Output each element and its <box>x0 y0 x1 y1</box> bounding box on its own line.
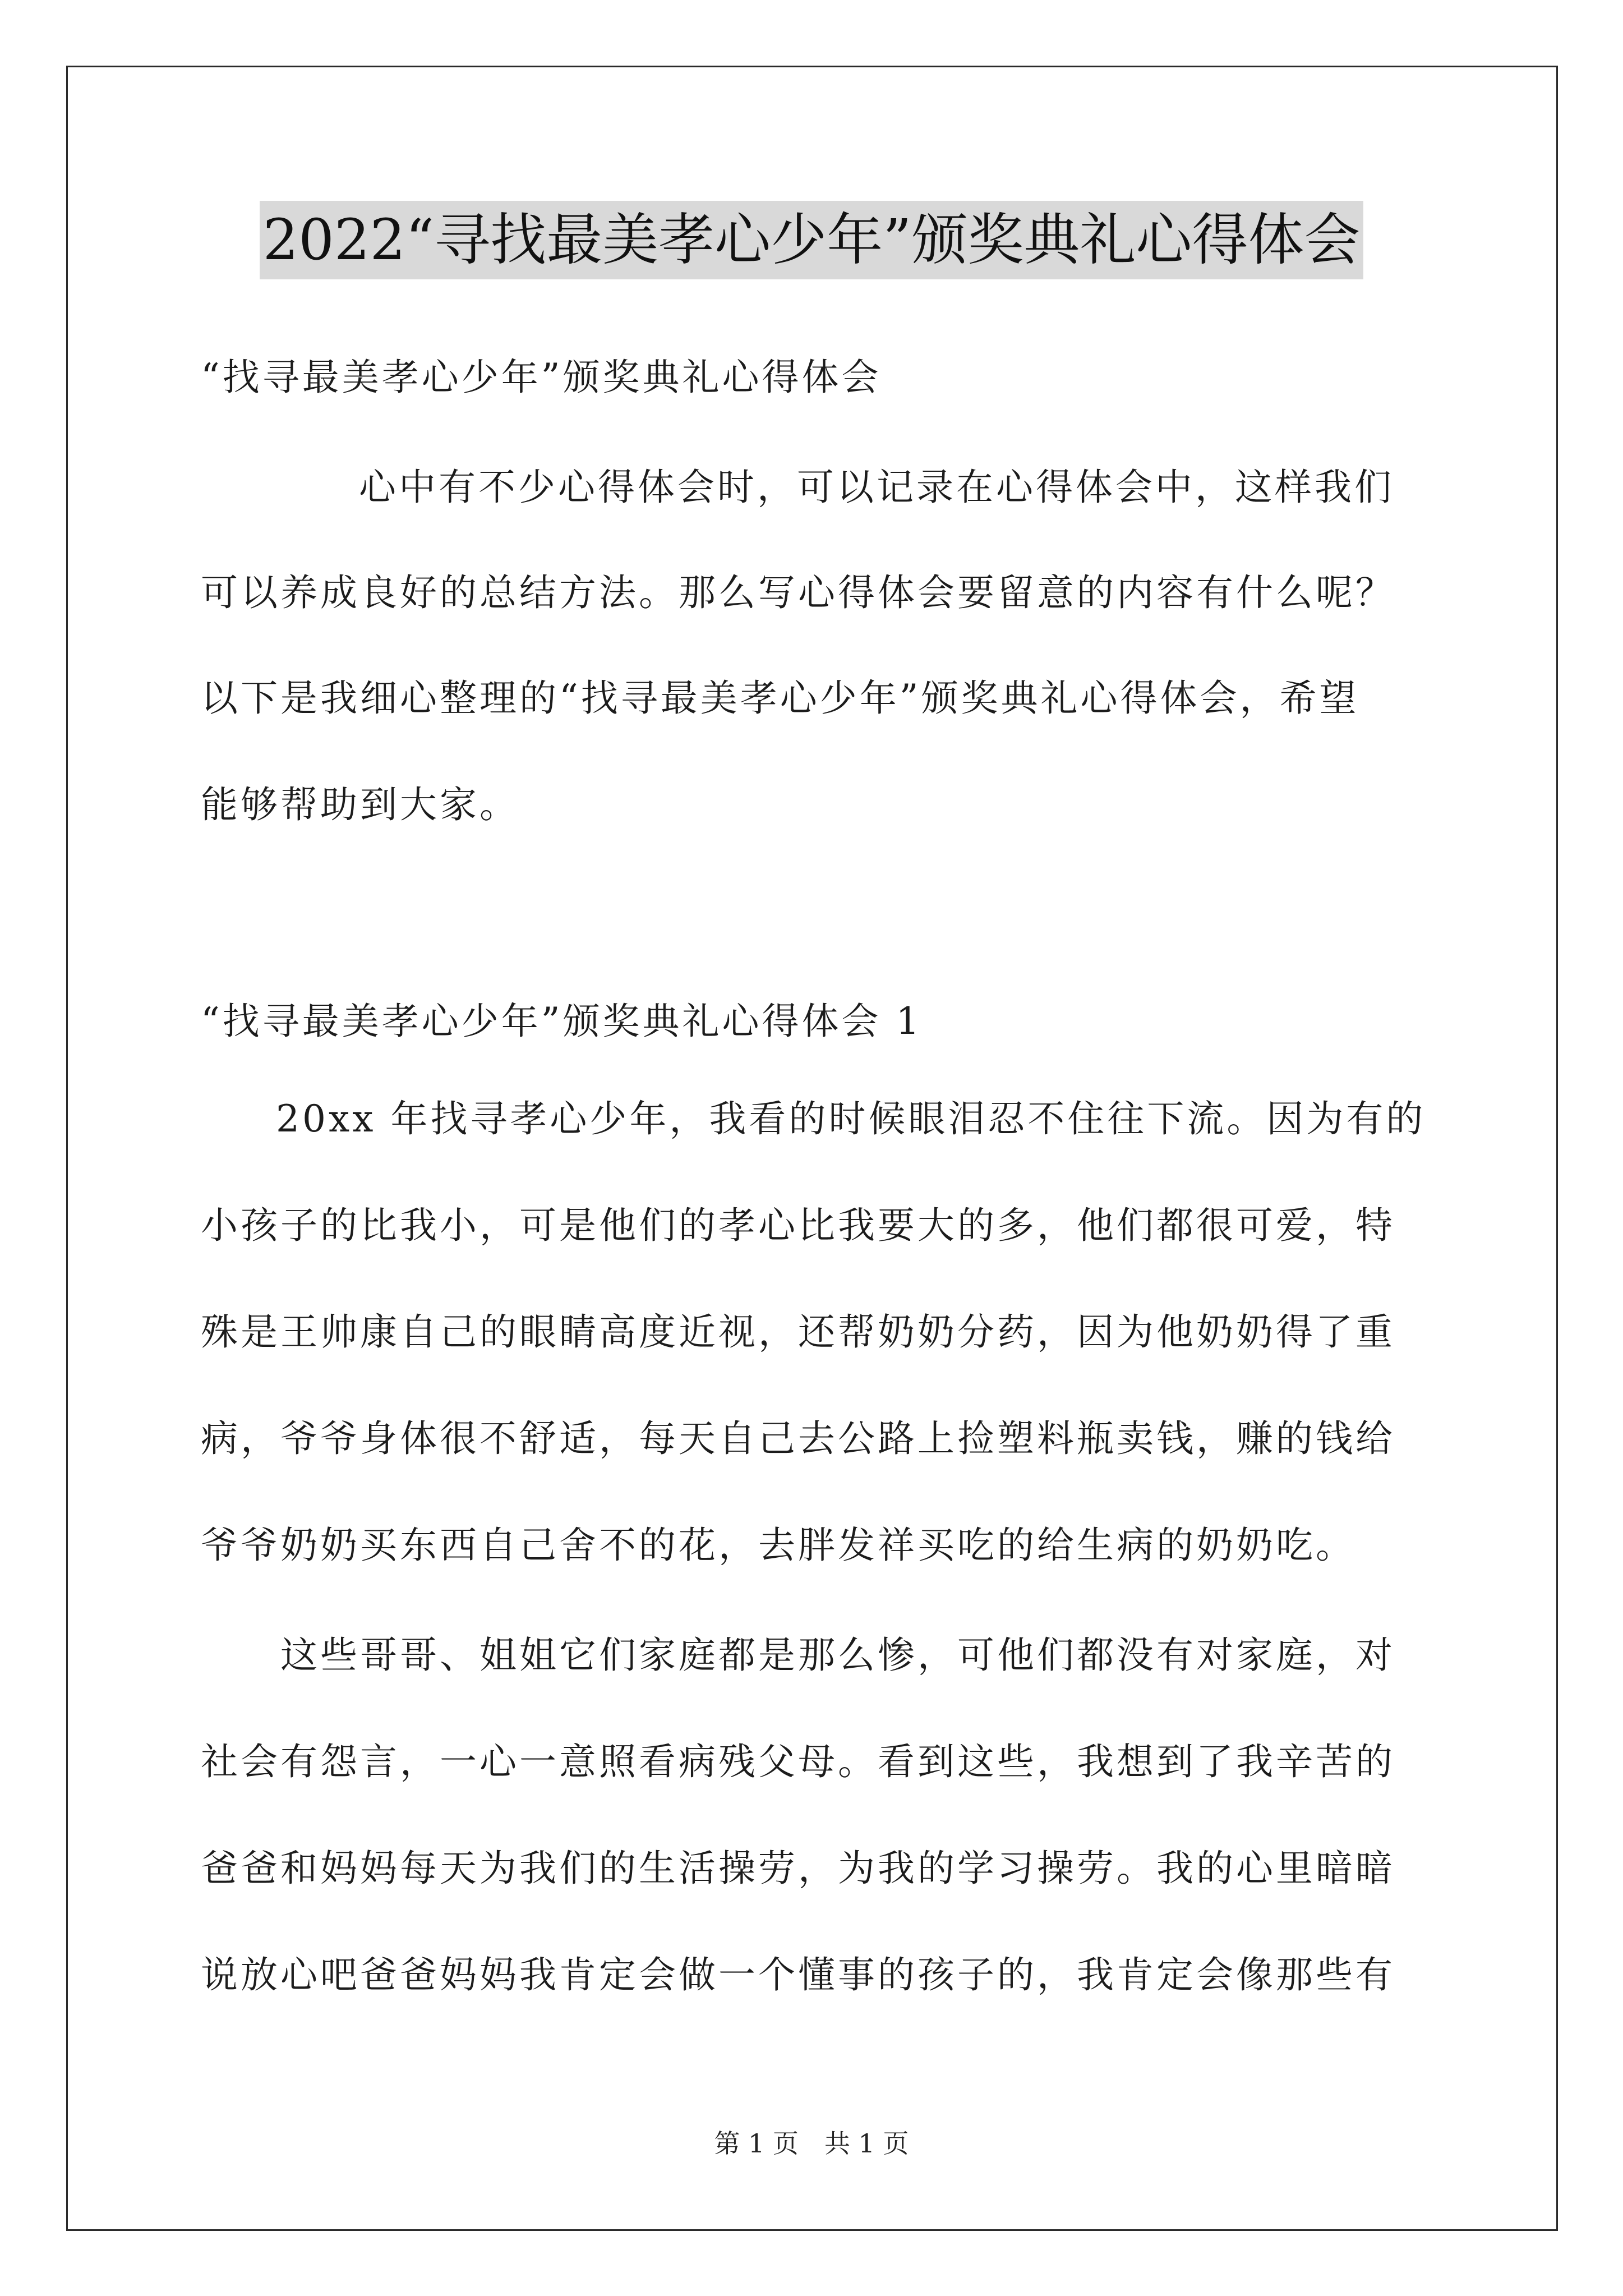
page-number-footer: 第 1 页 共 1 页 <box>714 2128 909 2159</box>
intro-line-1: 心中有不少心得体会时，可以记录在心得体会中，这样我们 <box>359 466 1394 509</box>
paragraph1-line-3: 殊是王帅康自己的眼睛高度近视，还帮奶奶分药，因为他奶奶得了重 <box>201 1310 1395 1354</box>
document-subtitle: “找寻最美孝心少年”颁奖典礼心得体会 <box>201 356 882 399</box>
title-container <box>0 201 1623 279</box>
paragraph2-line-2: 社会有怨言，一心一意照看病残父母。看到这些，我想到了我辛苦的 <box>201 1740 1395 1783</box>
intro-line-4: 能够帮助到大家。 <box>201 783 519 826</box>
paragraph1-line-1: 20xx 年找寻孝心少年，我看的时候眼泪忍不住往下流。因为有的 <box>276 1097 1426 1140</box>
paragraph1-line-5: 爷爷奶奶买东西自己舍不的花，去胖发祥买吃的给生病的奶奶吃。 <box>201 1524 1355 1567</box>
document-title: 2022“寻找最美孝心少年”颁奖典礼心得体会 <box>260 201 1364 279</box>
intro-line-3: 以下是我细心整理的“找寻最美孝心少年”颁奖典礼心得体会，希望 <box>201 677 1359 720</box>
intro-line-2: 可以养成良好的总结方法。那么写心得体会要留意的内容有什么呢？ <box>201 571 1395 614</box>
paragraph2-line-3: 爸爸和妈妈每天为我们的生活操劳，为我的学习操劳。我的心里暗暗 <box>201 1847 1395 1890</box>
paragraph2-line-1: 这些哥哥、姐姐它们家庭都是那么惨，可他们都没有对家庭，对 <box>280 1634 1395 1677</box>
paragraph2-line-4: 说放心吧爸爸妈妈我肯定会做一个懂事的孩子的，我肯定会像那些有 <box>201 1953 1395 1996</box>
paragraph1-line-2: 小孩子的比我小，可是他们的孝心比我要大的多，他们都很可爱，特 <box>201 1204 1395 1247</box>
paragraph1-line-4: 病，爷爷身体很不舒适，每天自己去公路上捡塑料瓶卖钱，赚的钱给 <box>201 1417 1395 1460</box>
section-heading: “找寻最美孝心少年”颁奖典礼心得体会 1 <box>201 1000 923 1043</box>
